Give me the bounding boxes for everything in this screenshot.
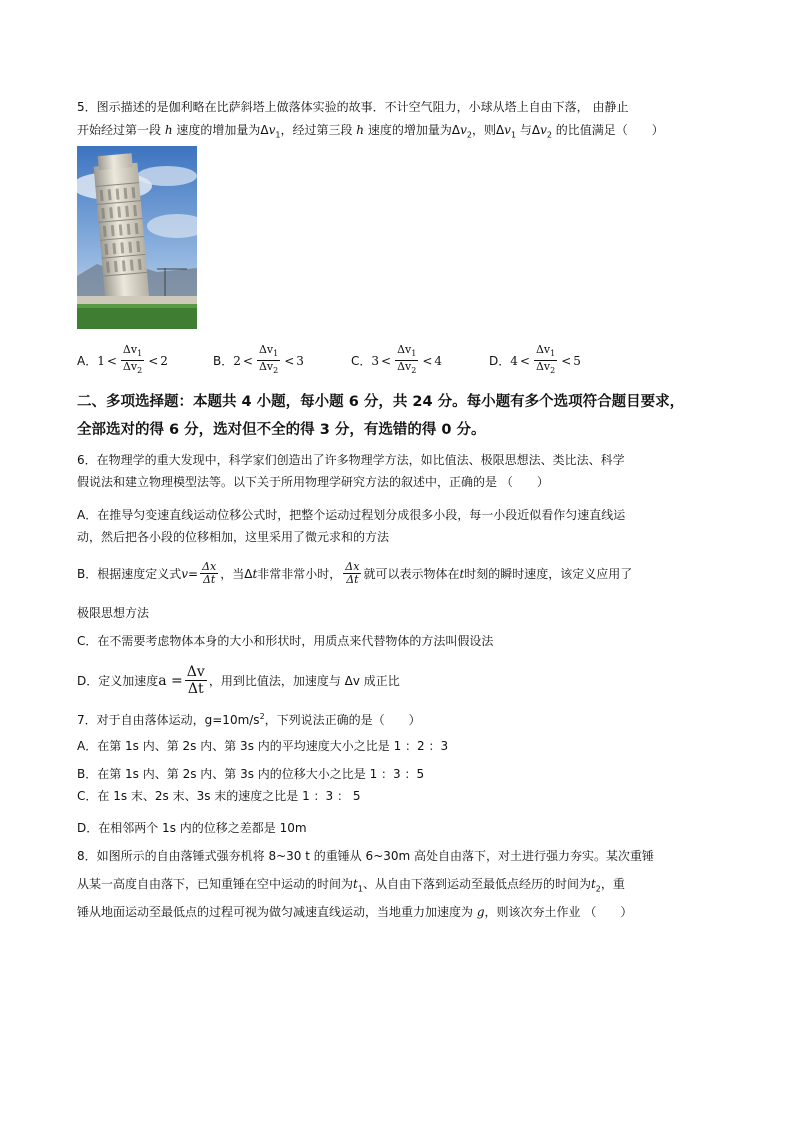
bound-high: 2 <box>160 353 168 368</box>
q5-text: ，经过第三段 <box>280 123 357 137</box>
q5-text: 与Δ <box>516 123 541 137</box>
var-t: t <box>459 566 465 581</box>
lt-sign: < <box>422 353 433 368</box>
q5-option-b[interactable] <box>213 344 304 377</box>
frac-den: Δt <box>202 573 216 586</box>
option-label: C． <box>351 354 372 369</box>
q8-text: 、从自由下落到运动至最低点经历的时间为 <box>362 877 591 891</box>
q5-var-v: v <box>504 123 511 137</box>
q5-var-v: v <box>460 123 467 137</box>
q5-text: 的比值满足（ ） <box>551 123 664 137</box>
q8-text: 从某一高度自由落下，已知重锤在空中运动的时间为 <box>77 877 354 891</box>
leaning-tower-photo <box>77 146 197 329</box>
ratio-fraction <box>121 344 144 377</box>
lt-sign: < <box>242 353 253 368</box>
frac-sub: 2 <box>550 366 556 376</box>
frac-num: Δv <box>535 343 551 356</box>
q5-sub: 1 <box>275 130 281 140</box>
frac-num: Δv <box>397 343 412 356</box>
lt-sign: < <box>381 353 392 368</box>
q8-stem-line2 <box>77 875 625 898</box>
ratio-fraction <box>257 344 280 377</box>
q6-d-text: D．定义加速度 <box>77 674 159 688</box>
var-t: t <box>252 566 258 581</box>
q7-option-b[interactable]: B．在第 1s 内、第 2s 内、第 3s 内的位移大小之比是 1 ：3 ：5 <box>77 767 425 781</box>
q7-text: ，下列说法正确的是（ ） <box>264 713 421 727</box>
bound-high: 3 <box>296 353 304 368</box>
option-math <box>510 344 581 377</box>
bound-low: 1 <box>97 353 105 368</box>
q5-stem-line1: 5．图示描述的是伽利略在比萨斜塔上做落体实验的故事．不计空气阻力，小球从塔上自由下落， 由静止 <box>77 100 629 114</box>
lt-sign: < <box>561 353 572 368</box>
q5-text: 速度的增加量为Δ <box>172 123 269 137</box>
option-math <box>97 344 168 377</box>
dx-dt-fraction <box>343 561 361 586</box>
section2-heading-line1: 二、多项选择题：本题共 4 小题，每小题 6 分，共 24 分。每小题有多个选项符合题目要求， <box>77 394 685 410</box>
q6-option-b-line1[interactable] <box>77 561 632 586</box>
frac-den: Δt <box>187 681 204 697</box>
q5-sub: 2 <box>466 130 472 140</box>
q6-b-text: B．根据速度定义式 <box>77 567 182 581</box>
frac-den: Δv <box>258 360 274 374</box>
bound-low: 2 <box>233 353 241 368</box>
option-math <box>371 344 442 377</box>
q5-sub: 1 <box>510 130 517 140</box>
section2-heading-line2: 全部选对的得 6 分，选对但不全的得 3 分，有选错的得 0 分。 <box>77 422 486 438</box>
q8-stem-line1: 8．如图所示的自由落锤式强夯机将 8~30 t 的重锤从 6~30m 高处自由落下，对土进行强力夯实。某次重锤 <box>77 849 655 863</box>
ratio-fraction <box>395 344 418 377</box>
q8-text: ，则该次夯土作业 （ ） <box>484 905 633 919</box>
q8-sub: 1 <box>357 884 363 894</box>
dx-dt-fraction <box>200 561 218 586</box>
q7-text: 7．对于自由落体运动，g=10m/s <box>77 713 260 727</box>
frac-sub: 2 <box>411 366 417 376</box>
q5-text: 开始经过第一段 <box>77 123 165 137</box>
q5-stem-line2 <box>77 121 664 144</box>
q5-option-d[interactable] <box>489 344 581 377</box>
frac-sub: 2 <box>137 366 143 376</box>
q6-option-a-line1[interactable]: A．在推导匀变速直线运动位移公式时，把整个运动过程划分成很多小段，每一小段近似看作匀速直线运 <box>77 508 626 522</box>
q5-var-v: v <box>540 123 547 137</box>
q8-text: 锤从地面运动至最低点的过程可视为做匀减速直线运动，当地重力加速度为 <box>77 905 477 919</box>
q5-sub: 2 <box>546 130 552 140</box>
frac-num: Δv <box>186 664 205 680</box>
frac-num: Δv <box>258 343 274 356</box>
lt-sign: < <box>284 353 295 368</box>
frac-sub: 1 <box>137 349 143 359</box>
q6-b-text: 就可以表示物体在 <box>363 567 460 581</box>
bound-low: 4 <box>510 353 518 368</box>
q6-d-text: ，用到比值法，加速度与 Δv 成正比 <box>208 674 400 688</box>
bound-high: 4 <box>434 353 443 368</box>
var-a: a = <box>158 672 183 689</box>
frac-den: Δt <box>346 573 359 586</box>
q6-option-d[interactable] <box>77 664 400 697</box>
q7-option-a[interactable]: A．在第 1s 内、第 2s 内、第 3s 内的平均速度大小之比是 1 ：2 ：3 <box>77 739 449 753</box>
q6-stem-line2: 假说法和建立物理模型法等。以下关于所用物理学研究方法的叙述中，正确的是 （ ） <box>77 475 549 489</box>
q5-option-a[interactable] <box>77 344 168 377</box>
q6-option-c[interactable]: C．在不需要考虑物体本身的大小和形状时，用质点来代替物体的方法叫假设法 <box>77 634 494 648</box>
frac-den: Δv <box>397 360 412 374</box>
frac-sub: 1 <box>411 349 417 359</box>
q7-option-c[interactable]: C．在 1s 末、2s 末、3s 末的速度之比是 1 ：3 ： 5 <box>77 789 361 803</box>
frac-den: Δv <box>535 360 551 374</box>
q8-stem-line3 <box>77 903 632 921</box>
frac-sub: 2 <box>273 366 279 376</box>
q6-b-text: 非常非常小时， <box>257 567 342 581</box>
lt-sign: < <box>148 353 159 368</box>
bound-low: 3 <box>371 353 380 368</box>
var-t: t <box>590 877 596 891</box>
q5-var-v: v <box>268 123 276 137</box>
frac-den: Δv <box>122 360 138 374</box>
option-label: D． <box>489 354 511 369</box>
q7-sup: 2 <box>259 712 265 721</box>
q6-option-a-line2[interactable]: 动，然后把各小段的位移相加，这里采用了微元求和的方法 <box>77 530 390 544</box>
q5-var-h: h <box>164 123 173 137</box>
q6-option-b-line2[interactable]: 极限思想方法 <box>77 606 150 620</box>
q5-var-h: h <box>356 123 365 137</box>
q7-stem <box>77 708 421 729</box>
q5-text: ，则Δ <box>471 123 505 137</box>
lt-sign: < <box>106 353 117 368</box>
frac-sub: 1 <box>550 349 556 359</box>
option-math <box>233 344 304 377</box>
var-t: t <box>353 877 358 891</box>
bound-high: 5 <box>573 353 581 368</box>
frac-num: Δx <box>202 560 217 573</box>
ratio-fraction <box>534 344 557 377</box>
q8-text: ，重 <box>600 877 625 891</box>
lt-sign: < <box>519 353 530 368</box>
q6-b-text: 时刻的瞬时速度，该定义应用了 <box>464 567 633 581</box>
q7-option-d[interactable]: D．在相邻两个 1s 内的位移之差都是 10m <box>77 821 307 835</box>
frac-sub: 1 <box>273 349 279 359</box>
equals-sign: = <box>188 566 199 581</box>
q5-text: 速度的增加量为Δ <box>364 123 461 137</box>
frac-num: Δv <box>122 343 138 356</box>
dv-dt-fraction <box>185 664 207 697</box>
q6-stem-line1: 6．在物理学的重大发现中，科学家们创造出了许多物理学方法，如比值法、极限思想法、类比法、科学 <box>77 453 625 467</box>
q8-sub: 2 <box>595 884 601 894</box>
option-label: A． <box>77 354 98 369</box>
frac-num: Δx <box>345 560 360 573</box>
var-v: v <box>181 566 189 581</box>
q5-option-c[interactable] <box>351 344 442 377</box>
q6-b-text: ，当Δ <box>220 567 253 581</box>
option-label: B． <box>213 354 234 369</box>
var-g: g <box>476 905 485 919</box>
